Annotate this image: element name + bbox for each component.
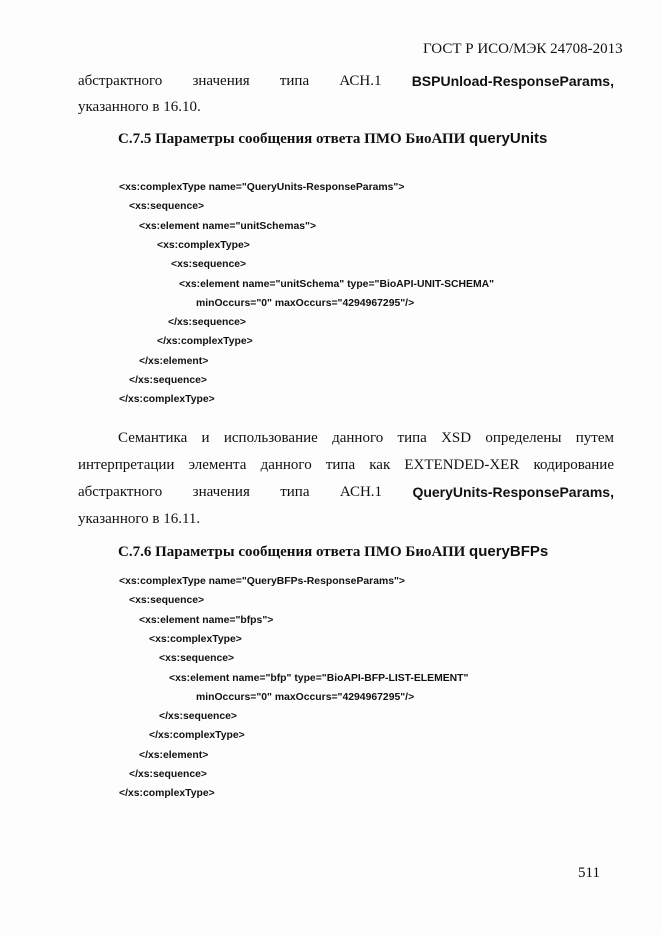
code-term: BSPUnload-ResponseParams, — [411, 73, 614, 89]
code-line: <xs:sequence> — [159, 653, 235, 665]
code-line: </xs:sequence> — [129, 769, 207, 780]
section-heading-2 — [118, 543, 548, 561]
para2-line4: указанного в 16.11. — [78, 511, 201, 527]
word: значения — [192, 73, 250, 89]
word: определены — [485, 430, 562, 446]
page-number: 511 — [578, 865, 600, 881]
page-header: ГОСТ Р ИСО/МЭК 24708-2013 — [423, 41, 623, 57]
word: АСН.1 — [339, 73, 382, 89]
word: XSD — [441, 430, 472, 446]
code-line: <xs:sequence> — [129, 201, 205, 213]
code-line: </xs:complexType> — [157, 336, 253, 348]
code-line: </xs:complexType> — [119, 788, 215, 800]
code-line: </xs:complexType> — [119, 394, 215, 406]
code-line: </xs:sequence> — [159, 711, 237, 723]
word: типа — [279, 73, 310, 89]
heading-code: queryBFPs — [469, 543, 549, 560]
word: абстрактного — [78, 73, 163, 89]
word: элемента — [188, 457, 247, 473]
code-line: <xs:complexType name="QueryUnits-ResponseParams"> — [119, 182, 405, 193]
code-line: </xs:element> — [139, 355, 209, 367]
heading-code: queryUnits — [469, 130, 548, 147]
code-line: <xs:element name="unitSchema" type="BioAPI-UNIT-SCHEMA" — [179, 278, 495, 290]
para2-line1 — [78, 429, 614, 447]
code-line: <xs:sequence> — [129, 595, 205, 607]
code-line: </xs:complexType> — [149, 730, 245, 742]
code-line: minOccurs="0" maxOccurs="4294967295"/> — [196, 297, 415, 309]
code-term: QueryUnits-ResponseParams, — [412, 484, 614, 500]
word: типа — [397, 430, 427, 446]
code-line: <xs:element name="unitSchemas"> — [139, 220, 317, 232]
para2-line2 — [78, 456, 614, 474]
word: абстрактного — [78, 484, 163, 500]
code-line: </xs:element> — [139, 749, 209, 761]
code-line: <xs:complexType> — [157, 239, 250, 251]
code-line: </xs:sequence> — [129, 375, 207, 386]
word: АСН.1 — [339, 484, 383, 500]
section-heading-1 — [118, 130, 547, 148]
word: типа — [325, 457, 356, 473]
code-line: <xs:sequence> — [171, 259, 247, 271]
code-line: <xs:element name="bfp" type="BioAPI-BFP-LIST-ELEMENT" — [169, 672, 469, 684]
word: данного — [332, 430, 384, 446]
word: типа — [280, 484, 310, 500]
word: Семантика — [118, 430, 188, 446]
word: интерпретации — [78, 457, 175, 473]
para2-line3 — [78, 483, 614, 501]
word: EXTENDED-XER — [404, 457, 520, 473]
para1-line2: указанного в 16.10. — [78, 99, 201, 115]
code-line: <xs:complexType> — [149, 633, 242, 645]
code-line: </xs:sequence> — [168, 317, 246, 329]
word: использование — [223, 430, 318, 446]
code-line: <xs:complexType name="QueryBFPs-ResponseParams"> — [119, 576, 406, 587]
word: и — [201, 430, 210, 446]
code-line: minOccurs="0" maxOccurs="4294967295"/> — [196, 691, 415, 703]
para1-line1 — [78, 72, 614, 90]
word: путем — [575, 430, 614, 446]
heading-text: С.7.6 Параметры сообщения ответа ПМО БиоАПИ — [118, 544, 470, 560]
word: как — [369, 457, 391, 473]
word: значения — [192, 484, 250, 500]
word: кодирование — [533, 457, 614, 473]
code-line: <xs:element name="bfps"> — [139, 614, 274, 626]
heading-text: С.7.5 Параметры сообщения ответа ПМО БиоАПИ — [118, 131, 470, 147]
word: данного — [260, 457, 312, 473]
